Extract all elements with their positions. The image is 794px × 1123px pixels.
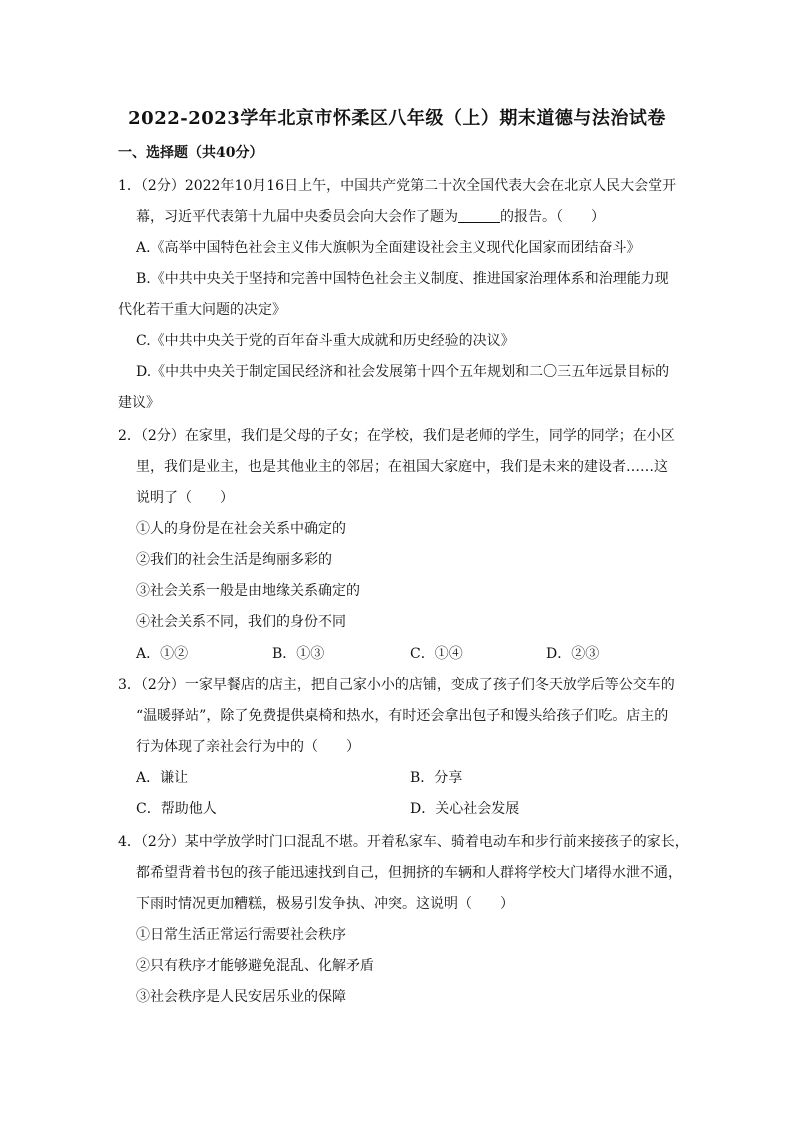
q2-stem-line-1: 2．（2分）在家里，我们是父母的子女；在学校，我们是老师的学生，同学的同学；在小区 bbox=[118, 428, 675, 444]
q1-stem-line-2 bbox=[136, 207, 605, 227]
q4-statement-3: ③社会秩序是人民安居乐业的保障 bbox=[136, 989, 346, 1005]
q3-options-row-2 bbox=[0, 799, 794, 819]
q3-option-a: A．谦让 bbox=[136, 770, 189, 786]
q2-option-c: C．①④ bbox=[410, 646, 463, 662]
q1-option-a: A.《高举中国特色社会主义伟大旗帜为全面建设社会主义现代化国家而团结奋斗》 bbox=[136, 240, 641, 256]
q3-option-c: C．帮助他人 bbox=[136, 801, 217, 817]
q2-stem-line-3: 说明了（ ） bbox=[136, 490, 234, 506]
q2-options-row bbox=[0, 644, 794, 664]
q4-stem-line-2: 都希望背着书包的孩子能迅速找到自己，但拥挤的车辆和人群将学校大门堵得水泄不通， bbox=[136, 865, 682, 881]
q4-statement-1: ①日常生活正常运行需要社会秩序 bbox=[136, 927, 346, 943]
q3-stem-line-2: “温暖驿站”，除了免费提供桌椅和热水，有时还会拿出包子和馒头给孩子们吃。店主的 bbox=[136, 708, 669, 724]
q1-stem-after-blank: 的报告。（ ） bbox=[500, 209, 605, 225]
q2-statement-2: ②我们的社会生活是绚丽多彩的 bbox=[136, 552, 332, 568]
q3-stem-line-1: 3．（2分）一家早餐店的店主，把自己家小小的店铺，变成了孩子们冬天放学后等公交车的 bbox=[118, 677, 675, 693]
section-heading: 一、选择题（共40分） bbox=[118, 145, 264, 161]
q3-option-d: D．关心社会发展 bbox=[410, 801, 520, 817]
q2-option-d: D．②③ bbox=[546, 646, 600, 662]
q1-option-c: C.《中共中央关于党的百年奋斗重大成就和历史经验的决议》 bbox=[136, 333, 515, 349]
q1-option-b-line-1: B.《中共中央关于坚持和完善中国特色社会主义制度、推进国家治理体系和治理能力现 bbox=[136, 271, 669, 287]
q2-statement-3: ③社会关系一般是由地缘关系确定的 bbox=[136, 583, 360, 599]
q3-option-b: B．分享 bbox=[410, 770, 463, 786]
q4-stem-line-3: 下雨时情况更加糟糕，极易引发争执、冲突。这说明（ ） bbox=[136, 896, 514, 912]
q2-option-a: A．①② bbox=[136, 646, 189, 662]
q1-option-d-line-2: 建议》 bbox=[118, 395, 160, 411]
q2-statement-4: ④社会关系不同，我们的身份不同 bbox=[136, 614, 346, 630]
q2-statement-1: ①人的身份是在社会关系中确定的 bbox=[136, 521, 346, 537]
q1-stem-before-blank: 幕，习近平代表第十九届中央委员会向大会作了题为 bbox=[136, 209, 458, 225]
q2-option-b: B．①③ bbox=[272, 646, 325, 662]
q1-answer-blank bbox=[458, 208, 500, 223]
q2-stem-line-2: 里，我们是业主，也是其他业主的邻居；在祖国大家庭中，我们是未来的建设者……这 bbox=[136, 459, 668, 475]
q4-stem-line-1: 4．（2分）某中学放学时门口混乱不堪。开着私家车、骑着电动车和步行前来接孩子的家长， bbox=[118, 834, 689, 850]
q3-stem-line-3: 行为体现了亲社会行为中的（ ） bbox=[136, 739, 360, 755]
q1-option-d-line-1: D.《中共中央关于制定国民经济和社会发展第十四个五年规划和二〇三五年远景目标的 bbox=[136, 364, 670, 380]
exam-title: 2022-2023学年北京市怀柔区八年级（上）期末道德与法治试卷 bbox=[128, 108, 666, 129]
q4-statement-2: ②只有秩序才能够避免混乱、化解矛盾 bbox=[136, 958, 374, 974]
q1-stem-line-1: 1．（2分）2022年10月16日上午，中国共产党第二十次全国代表大会在北京人民大会堂开 bbox=[118, 178, 677, 194]
q1-option-b-line-2: 代化若干重大问题的决定》 bbox=[118, 302, 286, 318]
q3-options-row-1 bbox=[0, 768, 794, 788]
